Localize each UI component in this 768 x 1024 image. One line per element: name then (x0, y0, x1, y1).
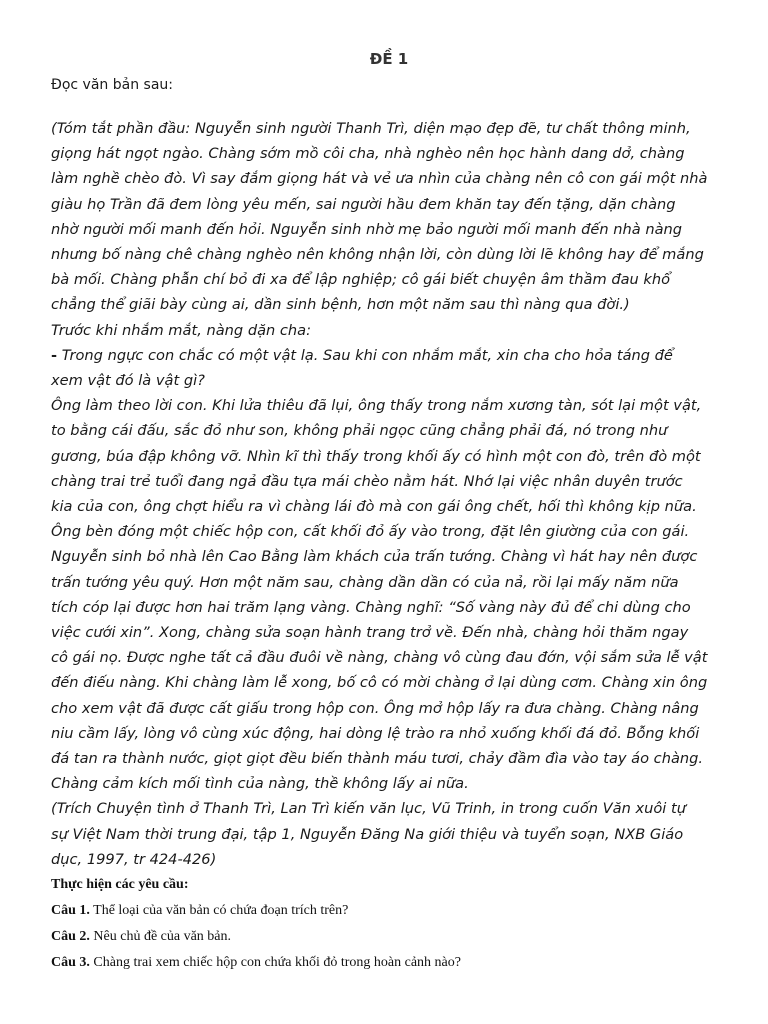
question-text: Nêu chủ đề của văn bản. (93, 929, 232, 944)
citation-line: sự Việt Nam thời trung đại, tập 1, Nguyễn Đăng Na giới thiệu và tuyển soạn, NXB Giáo (51, 825, 684, 843)
passage-line: chàng trai trẻ tuổi đang ngả đầu tựa mái chèo nằm hát. Nhớ lại việc nhân duyên trước (51, 472, 683, 490)
question-label: Câu 1. (51, 903, 90, 918)
passage-line: Ông bèn đóng một chiếc hộp con, cất khối đỏ ấy vào trong, đặt lên giường của con gái. (51, 523, 690, 541)
passage-line: kia của con, ông chợt hiểu ra vì chàng lái đò mà con gái ông chết, hối thì không kịp nữa. (51, 498, 697, 516)
passage-line: cho xem vật đã được cất giấu trong hộp con. Ông mở hộp lấy ra đưa chàng. Chàng nâng (51, 699, 699, 717)
passage-line: nhưng bố nàng chê chàng nghèo nên không nhận lời, còn dùng lời lẽ không hay để mắng (51, 246, 704, 264)
passage-line: Trước khi nhắm mắt, nàng dặn cha: (51, 321, 312, 339)
reading-passage (51, 116, 741, 872)
passage-line: gương, búa đập không vỡ. Nhìn kĩ thì thấy trong khối ấy có hình một con đò, trên đò một (51, 447, 701, 465)
tasks-heading (51, 872, 741, 898)
passage-line: nhờ người mối manh đến hỏi. Nguyễn sinh nhờ mẹ bảo người mối manh đến nhà nàng (51, 220, 683, 238)
passage-line: tích cóp lại được hơn hai trăm lạng vàng. Chàng nghĩ: “Số vàng này đủ để chi dùng cho (51, 598, 691, 616)
passage-line: chẳng thể giãi bày cùng ai, dần sinh bệnh, hơn một năm sau thì nàng qua đời.) (51, 296, 630, 314)
citation-line: dục, 1997, tr 424-426) (51, 850, 217, 868)
question-item (51, 924, 741, 950)
tasks-section (51, 872, 741, 976)
passage-line: việc cưới xin”. Xong, chàng sửa soạn hành trang trở về. Đến nhà, chàng hỏi thăm ngay (51, 624, 689, 642)
passage-line: giọng hát ngọt ngào. Chàng sớm mồ côi cha, nhà nghèo nên học hành dang dở, chàng (51, 145, 685, 163)
question-label: Câu 3. (51, 955, 90, 970)
passage-line: làm nghề chèo đò. Vì say đắm giọng hát và vẻ ưa nhìn của chàng nên cô con gái một nhà (51, 170, 708, 188)
passage-line: giàu họ Trần đã đem lòng yêu mến, sai người hầu đem khăn tay đến tặng, dặn chàng (51, 195, 676, 213)
passage-line: niu cầm lấy, lòng vô cùng xúc động, hai dòng lệ trào ra nhỏ xuống khối đá đỏ. Bỗng khối (51, 724, 700, 742)
citation-line: (Trích Chuyện tình ở Thanh Trì, Lan Trì kiến văn lục, Vũ Trinh, in trong cuốn Văn xuôi tự (51, 800, 686, 818)
dialogue-dash: - (51, 346, 58, 364)
passage-line: xem vật đó là vật gì? (51, 372, 205, 390)
question-label: Câu 2. (51, 929, 90, 944)
passage-line: đến điếu nàng. Khi chàng làm lễ xong, bố cô có mời chàng ở lại dùng cơm. Chàng xin ông (51, 674, 708, 692)
passage-line: (Tóm tắt phần đầu: Nguyễn sinh người Thanh Trì, diện mạo đẹp đẽ, tư chất thông minh, (51, 120, 691, 137)
passage-line-dialogue (51, 343, 741, 368)
passage-line: Nguyễn sinh bỏ nhà lên Cao Bằng làm khách của trấn tướng. Chàng vì hát hay nên được (51, 548, 698, 566)
dialogue-text: Trong ngực con chắc có một vật lạ. Sau khi con nhắm mắt, xin cha cho hỏa táng để (61, 346, 673, 364)
reading-instruction: Đọc văn bản sau: (51, 77, 174, 93)
passage-line: to bằng cái đấu, sắc đỏ như son, không phải ngọc cũng chẳng phải đá, nó trong như (51, 422, 668, 440)
passage-line: đá tan ra thành nước, giọt giọt đều biến thành máu tươi, chảy đầm đìa vào tay áo chàng. (51, 750, 704, 768)
passage-line: trấn tướng yêu quý. Hơn một năm sau, chàng dần dần có của nả, rồi lại mấy năm nữa (51, 573, 679, 591)
question-text: Thể loại của văn bản có chứa đoạn trích trên? (93, 903, 349, 918)
page-title: ĐỀ 1 (369, 50, 409, 68)
question-item (51, 898, 741, 924)
question-item (51, 950, 741, 976)
tasks-heading-text: Thực hiện các yêu cầu: (51, 877, 189, 892)
passage-line: cô gái nọ. Được nghe tất cả đầu đuôi về nàng, chàng vô cùng đau đớn, vội sắm sửa lễ vật (51, 649, 708, 667)
question-text: Chàng trai xem chiếc hộp con chứa khối đỏ trong hoàn cảnh nào? (93, 955, 461, 970)
passage-line: Ông làm theo lời con. Khi lửa thiêu đã lụi, ông thấy trong nắm xương tàn, sót lại một vật, (51, 397, 702, 415)
passage-line: Chàng cảm kích mối tình của nàng, thề không lấy ai nữa. (51, 775, 469, 793)
passage-line: bà mối. Chàng phẫn chí bỏ đi xa để lập nghiệp; cô gái biết chuyện âm thầm đau khổ (51, 271, 671, 289)
